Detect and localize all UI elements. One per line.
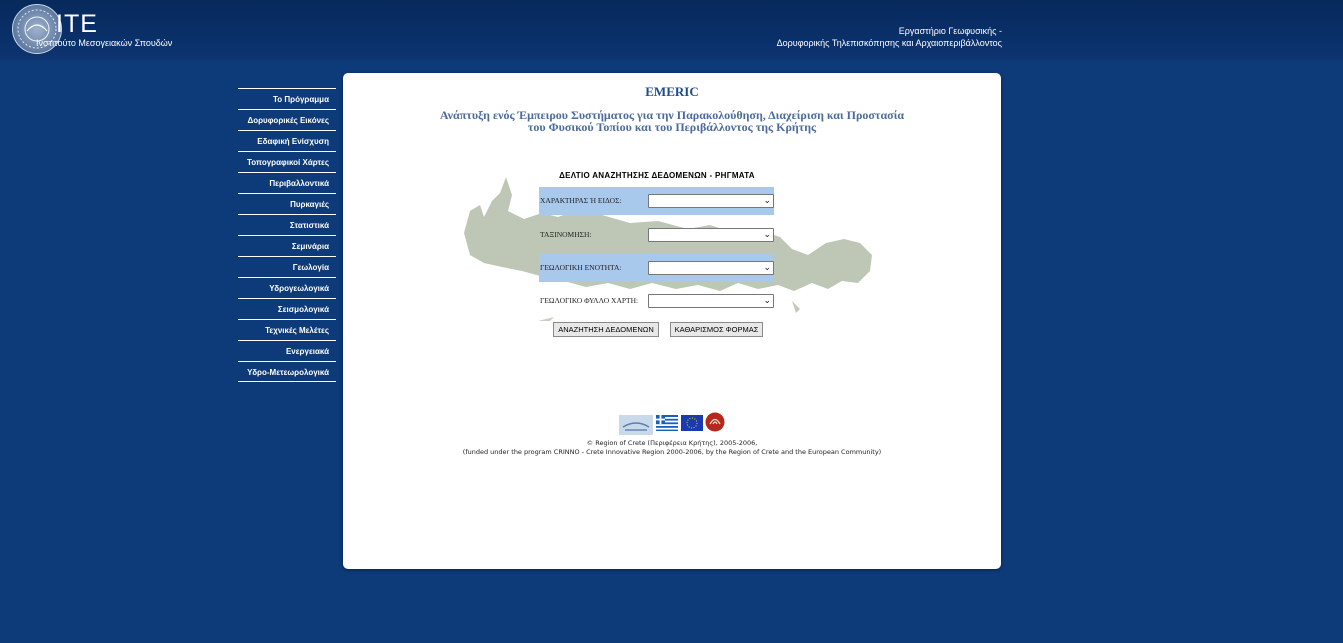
field-label-geological-unit: ΓΕΩΛΟΓΙΚΗ ΕΝΟΤΗΤΑ:: [540, 263, 622, 272]
form-row-geological-unit: [539, 254, 774, 282]
lab-title-line2: Δορυφορικής Τηλεπισκόπησης και Αρχαιοπεριβάλλοντος: [776, 38, 1002, 48]
geological-unit-select[interactable]: [648, 261, 774, 275]
sidebar-item-hydro-meteorological[interactable]: Υδρο-Μετεωρολογικά: [238, 361, 336, 382]
sidebar-item-topographic-maps[interactable]: Τοπογραφικοί Χάρτες: [238, 151, 336, 172]
classification-select[interactable]: [648, 228, 774, 242]
page-subtitle-line1: Ανάπτυξη ενός Έμπειρου Συστήματος για την Παρακολούθηση, Διαχείριση και Προστασία: [439, 108, 905, 122]
footer-copyright: [343, 439, 1001, 457]
sidebar-item-geology[interactable]: Γεωλογία: [238, 256, 336, 277]
search-data-button[interactable]: ΑΝΑΖΗΤΗΣΗ ΔΕΔΟΜΕΝΩΝ: [553, 322, 659, 337]
chevron-down-icon: ⌄: [763, 196, 771, 206]
main-panel: [343, 73, 1001, 569]
crete-emblem-icon: [705, 412, 725, 432]
copyright-text: © Region of Crete (Περιφέρεια Κρήτης), 2005-2006,: [586, 439, 758, 447]
sidebar-item-soil-enhancement[interactable]: Εδαφική Ενίσχυση: [238, 130, 336, 151]
eu-flag-icon: [681, 415, 703, 431]
chevron-down-icon: ⌄: [763, 263, 771, 273]
sidebar-item-program[interactable]: Το Πρόγραμμα: [238, 88, 336, 109]
page-subtitle-line2: του Φυσικού Τοπίου και του Περιβάλλοντος της Κρήτης: [527, 120, 817, 134]
region-logo-icon: [619, 415, 653, 435]
lab-title-line1: Εργαστήριο Γεωφυσικής -: [898, 26, 1002, 36]
greek-flag-icon: [656, 415, 678, 431]
field-label-character: ΧΑΡΑΚΤΗΡΑΣ Ή ΕΙΔΟΣ:: [540, 196, 622, 205]
character-type-select[interactable]: [648, 194, 774, 208]
page-subtitle: [403, 109, 941, 133]
map-sheet-select[interactable]: [648, 294, 774, 308]
funding-text: (funded under the program CRINNO - Crete Innovative Region 2000-2006, by the Region of Crete and the European Community): [462, 448, 882, 456]
sidebar-item-hydrogeology[interactable]: Υδρογεωλογικά: [238, 277, 336, 298]
sidebar-item-statistics[interactable]: Στατιστικά: [238, 214, 336, 235]
sidebar-item-energy[interactable]: Ενεργειακά: [238, 340, 336, 361]
top-header: [0, 0, 1343, 60]
clear-form-button[interactable]: ΚΑΘΑΡΙΣΜΟΣ ΦΟΡΜΑΣ: [670, 322, 763, 337]
field-label-map-sheet: ΓΕΩΛΟΓΙΚΟ ΦΥΛΛΟ ΧΑΡΤΗ:: [540, 296, 639, 305]
sidebar-item-environmental[interactable]: Περιβαλλοντικά: [238, 172, 336, 193]
chevron-down-icon: ⌄: [763, 296, 771, 306]
page-title: EMERIC: [645, 84, 699, 99]
form-row-character: [539, 187, 774, 215]
sidebar-item-seminars[interactable]: Σεμινάρια: [238, 235, 336, 256]
sidebar-nav: [238, 88, 336, 382]
chevron-down-icon: ⌄: [763, 230, 771, 240]
lab-title: [777, 25, 1002, 49]
form-title: ΔΕΛΤΙΟ ΑΝΑΖΗΤΗΣΗΣ ΔΕΔΟΜΕΝΩΝ - ΡΗΓΜΑΤΑ: [559, 171, 755, 180]
sidebar-item-satellite-images[interactable]: Δορυφορικές Εικόνες: [238, 109, 336, 130]
logo-text: ITE: [56, 10, 98, 38]
form-row-map-sheet: [539, 287, 774, 315]
sidebar-item-seismology[interactable]: Σεισμολογικά: [238, 298, 336, 319]
logo-subtitle: Ινστιτούτο Μεσογειακών Σπουδών: [36, 38, 173, 48]
sidebar-item-fires[interactable]: Πυρκαγιές: [238, 193, 336, 214]
sidebar-item-technical-studies[interactable]: Τεχνικές Μελέτες: [238, 319, 336, 340]
field-label-classification: ΤΑΞΙΝΟΜΗΣΗ:: [540, 230, 592, 239]
form-row-classification: [539, 221, 774, 249]
